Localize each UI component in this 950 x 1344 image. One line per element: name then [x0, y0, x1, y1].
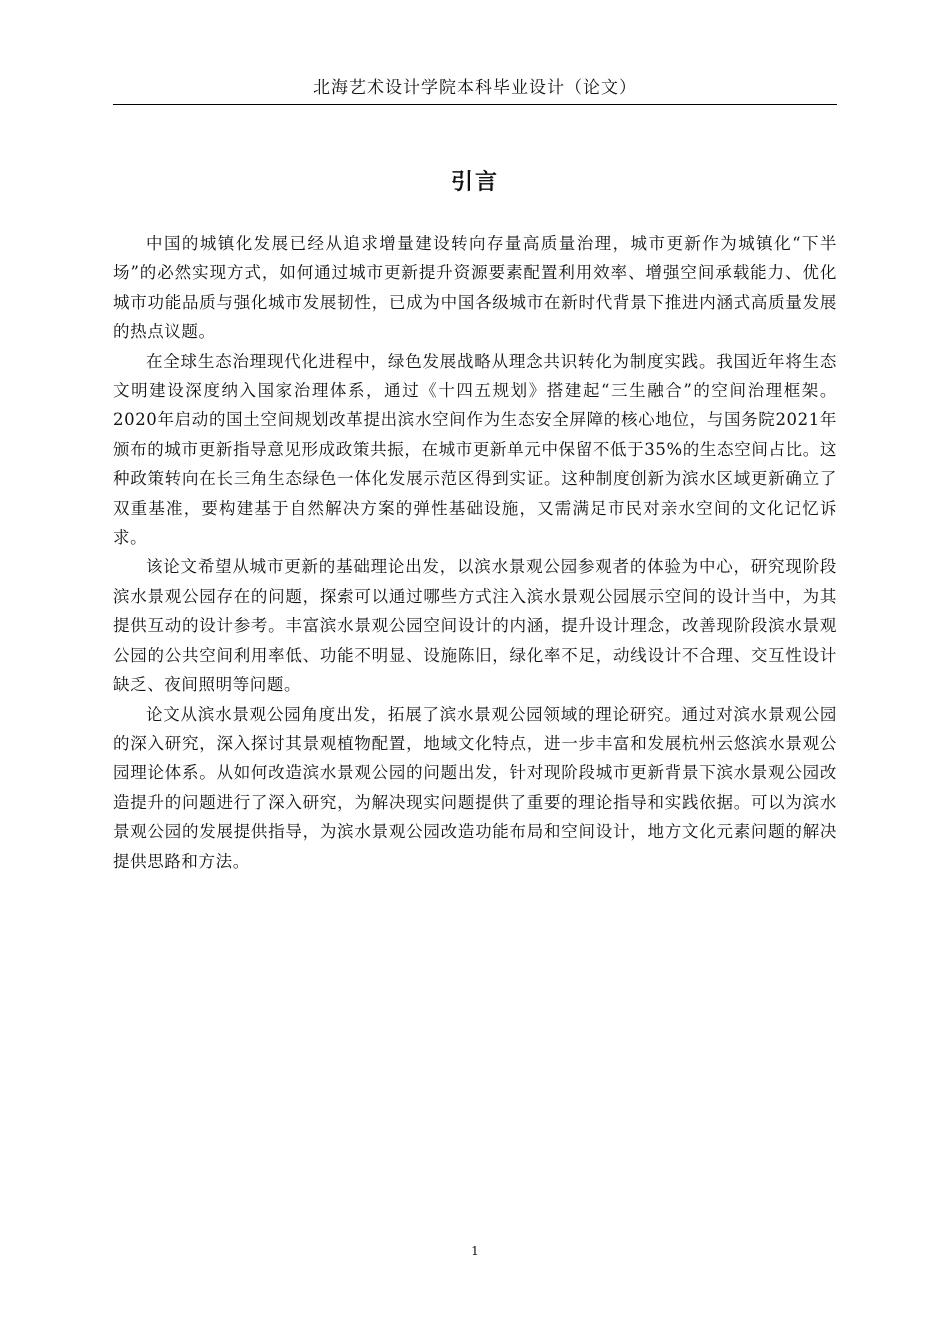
page-header: 北海艺术设计学院本科毕业设计（论文） — [313, 78, 637, 98]
body-text — [113, 229, 837, 876]
paragraph: 中国的城镇化发展已经从追求增量建设转向存量高质量治理，城市更新作为城镇化“下半场”的必然实现方式，如何通过城市更新提升资源要素配置利用效率、增强空间承载能力、优化城市功能品质与强化城市发展韧性，已成为中国各级城市在新时代背景下推进内涵式高质量发展的热点议题。 — [113, 234, 837, 342]
section-heading: 引言 — [450, 170, 499, 195]
paragraph: 该论文希望从城市更新的基础理论出发，以滨水景观公园参观者的体验为中心，研究现阶段滨水景观公园存在的问题，探索可以通过哪些方式注入滨水景观公园展示空间的设计当中，为其提供互动的设计参考。丰富滨水景观公园空间设计的内涵，提升设计理念，改善现阶段滨水景观公园的公共空间利用率低、功能不明显、设施陈旧，绿化率不足，动线设计不合理、交互性设计缺乏、夜间照明等问题。 — [113, 557, 837, 695]
paragraph: 在全球生态治理现代化进程中，绿色发展战略从理念共识转化为制度实践。我国近年将生态文明建设深度纳入国家治理体系，通过《十四五规划》搭建起“三生融合”的空间治理框架。2020年启动的国土空间规划改革提出滨水空间作为生态安全屏障的核心地位，与国务院2021年颁布的城市更新指导意见形成政策共振，在城市更新单元中保留不低于35%的生态空间占比。这种政策转向在长三角生态绿色一体化发展示范区得到实证。这种制度创新为滨水区域更新确立了双重基准，要构建基于自然解决方案的弹性基础设施，又需满足市民对亲水空间的文化记忆诉求。 — [113, 351, 837, 548]
header-divider — [113, 104, 837, 105]
page-number: 1 — [471, 1244, 479, 1258]
paragraph: 论文从滨水景观公园角度出发，拓展了滨水景观公园领域的理论研究。通过对滨水景观公园的深入研究，深入探讨其景观植物配置，地域文化特点，进一步丰富和发展杭州云悠滨水景观公园理论体系。从如何改造滨水景观公园的问题出发，针对现阶段城市更新背景下滨水景观公园改造提升的问题进行了深入研究，为解决现实问题提供了重要的理论指导和实践依据。可以为滨水景观公园的发展提供指导，为滨水景观公园改造功能布局和空间设计，地方文化元素问题的解决提供思路和方法。 — [113, 704, 837, 871]
